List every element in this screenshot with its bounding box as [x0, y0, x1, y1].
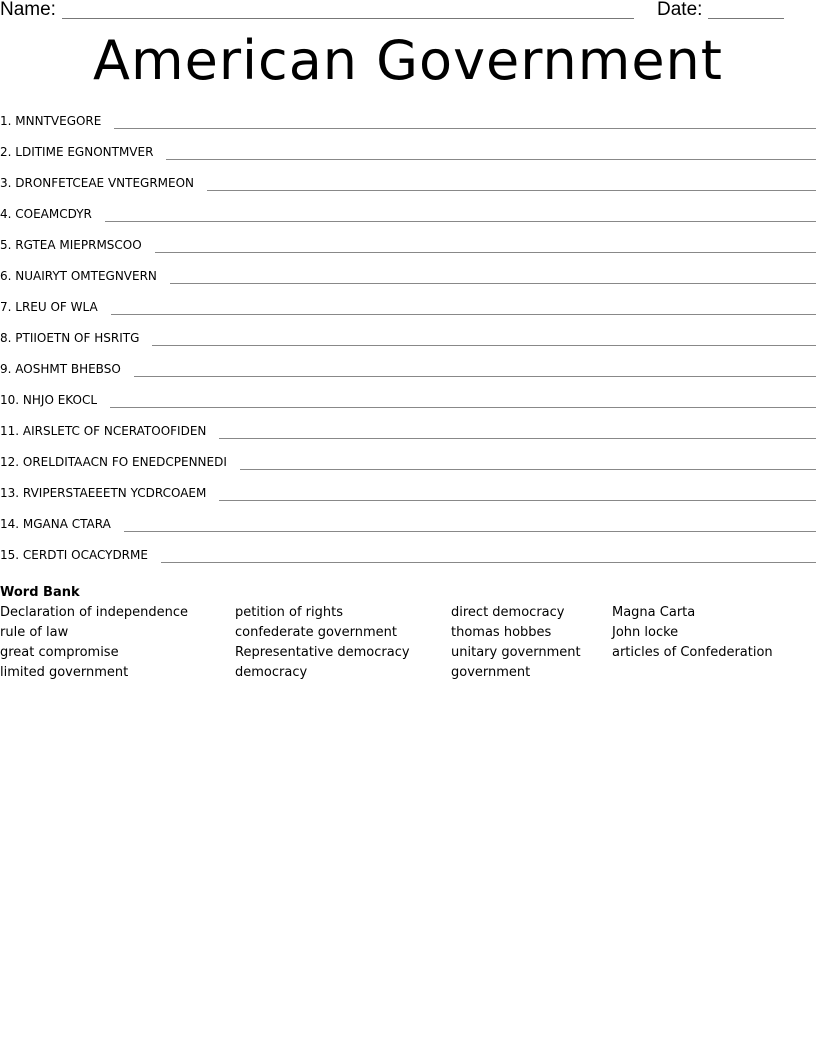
word-bank-item: Magna Carta: [612, 605, 696, 620]
answer-line[interactable]: [219, 482, 816, 501]
answer-line[interactable]: [240, 451, 816, 470]
clue-row: [0, 203, 816, 234]
clue-text: 6. NUAIRYT OMTEGNVERN: [0, 269, 157, 283]
clue-text: 7. LREU OF WLA: [0, 300, 98, 314]
answer-line[interactable]: [134, 358, 816, 377]
date-label: Date:: [657, 0, 703, 20]
word-bank-item: John locke: [612, 625, 679, 640]
clue-text: 11. AIRSLETC OF NCERATOOFIDEN: [0, 424, 207, 438]
answer-line[interactable]: [110, 389, 816, 408]
clue-row: [0, 172, 816, 203]
clue-text: 2. LDITIME EGNONTMVER: [0, 145, 154, 159]
answer-line[interactable]: [124, 513, 816, 532]
answer-line[interactable]: [114, 110, 816, 129]
clue-row: [0, 544, 816, 575]
clue-text: 3. DRONFETCEAE VNTEGRMEON: [0, 176, 195, 190]
name-field[interactable]: [62, 18, 634, 19]
clue-row: [0, 451, 816, 482]
name-label: Name:: [0, 0, 56, 20]
clue-text: 1. MNNTVEGORE: [0, 114, 102, 128]
word-bank-item: great compromise: [0, 645, 119, 660]
word-bank-item: Representative democracy: [235, 645, 410, 660]
clue-row: [0, 513, 816, 544]
clue-row: [0, 110, 816, 141]
answer-line[interactable]: [152, 327, 816, 346]
word-bank-item: articles of Confederation: [612, 645, 773, 660]
word-bank-item: petition of rights: [235, 605, 343, 620]
word-bank-item: limited government: [0, 665, 129, 680]
clue-text: 4. COEAMCDYR: [0, 207, 92, 221]
answer-line[interactable]: [166, 141, 816, 160]
clue-row: [0, 234, 816, 265]
word-bank-item: Declaration of independence: [0, 605, 188, 620]
answer-line[interactable]: [111, 296, 816, 315]
clue-row: [0, 141, 816, 172]
answer-line[interactable]: [161, 544, 816, 563]
clue-text: 14. MGANA CTARA: [0, 517, 111, 531]
clue-row: [0, 265, 816, 296]
clue-row: [0, 420, 816, 451]
clue-text: 10. NHJO EKOCL: [0, 393, 98, 407]
name-date-header: [0, 0, 816, 24]
word-bank-item: rule of law: [0, 625, 69, 640]
clue-text: 9. AOSHMT BHEBSO: [0, 362, 121, 376]
answer-line[interactable]: [105, 203, 816, 222]
word-bank-item: democracy: [235, 665, 308, 680]
word-bank-item: thomas hobbes: [451, 625, 552, 640]
word-bank-item: unitary government: [451, 645, 581, 660]
answer-line[interactable]: [207, 172, 816, 191]
answer-line[interactable]: [219, 420, 816, 439]
date-field[interactable]: [708, 18, 784, 19]
clue-text: 12. ORELDITAACN FO ENEDCPENNEDI: [0, 455, 227, 469]
word-bank-title: Word Bank: [0, 585, 80, 600]
word-bank-item: confederate government: [235, 625, 397, 640]
clue-row: [0, 296, 816, 327]
clue-text: 13. RVIPERSTAEEETN YCDRCOAEM: [0, 486, 207, 500]
answer-line[interactable]: [170, 265, 816, 284]
word-bank-item: government: [451, 665, 531, 680]
page-title: American Government: [93, 29, 723, 92]
clue-row: [0, 358, 816, 389]
clue-row: [0, 482, 816, 513]
clue-text: 15. CERDTI OCACYDRME: [0, 548, 148, 562]
clue-row: [0, 389, 816, 420]
clue-text: 8. PTIIOETN OF HSRITG: [0, 331, 140, 345]
clue-text: 5. RGTEA MIEPRMSCOO: [0, 238, 142, 252]
answer-line[interactable]: [155, 234, 816, 253]
word-bank-item: direct democracy: [451, 605, 565, 620]
clue-row: [0, 327, 816, 358]
